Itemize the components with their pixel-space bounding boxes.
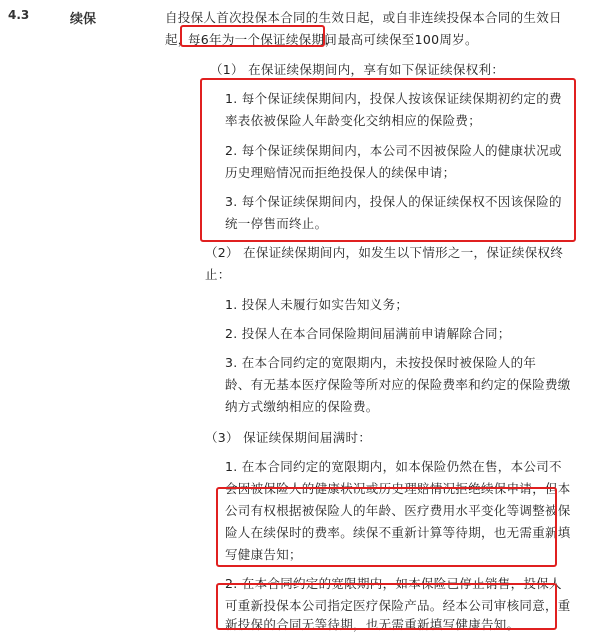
part2-item3-line3: 纳方式缴纳相应的保险费。 xyxy=(225,399,379,414)
part3-item1-line4: 险人在续保时的费率。续保不重新计算等待期，也无需重新填 xyxy=(225,525,571,540)
part1-heading: （1） 在保证续保期间内，享有如下保证续保权利： xyxy=(210,62,505,77)
part3-item1-line3: 公司有权根据被保险人的年龄、医疗费用水平变化等调整被保 xyxy=(225,503,571,518)
part3-item2-line1: 2. 在本合同约定的宽限期内，如本保险已停止销售，投保人 xyxy=(225,576,562,591)
part1-item3-line2: 统一停售而终止。 xyxy=(225,216,328,231)
highlight-box-rate-adjustment xyxy=(216,487,557,567)
intro-line-2a: 起， xyxy=(165,32,191,47)
part3-item1-line1: 1. 在本合同约定的宽限期内，如本保险仍然在售，本公司不 xyxy=(225,459,562,474)
intro-line-2b: ，最高可续保至100周岁。 xyxy=(325,32,478,47)
part2-heading-line1: （2） 在保证续保期间内，如发生以下情形之一，保证续保权终 xyxy=(205,245,564,260)
part2-item3-line2: 龄、有无基本医疗保险等所对应的保险费率和约定的保险费缴 xyxy=(225,377,571,392)
part1-item2-line1: 2. 每个保证续保期间内，本公司不因被保险人的健康状况或 xyxy=(225,143,562,158)
part1-item3-line1: 3. 每个保证续保期间内，投保人的保证续保权不因该保险的 xyxy=(225,194,562,209)
intro-highlight: 每6年为一个保证续保期间 xyxy=(188,32,338,47)
part1-item2-line2: 历史理赔情况而拒绝投保人的续保申请； xyxy=(225,165,456,180)
part3-item2-line2: 可重新投保本公司指定医疗保险产品。经本公司审核同意，重 xyxy=(225,598,571,613)
part1-item1-line2: 率表依被保险人年龄变化交纳相应的保险费； xyxy=(225,113,482,128)
intro-line-1: 自投保人首次投保本合同的生效日起，或自非连续投保本合同的生效日 xyxy=(165,10,562,25)
section-number: 4.3 xyxy=(8,8,30,22)
part1-item1-line1: 1. 每个保证续保期间内，投保人按该保证续保期初约定的费 xyxy=(225,91,562,106)
part2-item3-line1: 3. 在本合同约定的宽限期内，未按投保时被保险人的年 xyxy=(225,355,537,370)
part2-item1: 1. 投保人未履行如实告知义务； xyxy=(225,297,409,312)
highlight-box-reinsure xyxy=(216,583,557,630)
part2-heading-line2: 止： xyxy=(205,267,231,282)
part3-heading: （3） 保证续保期间届满时： xyxy=(205,430,372,445)
part2-item2: 2. 投保人在本合同保险期间届满前申请解除合同； xyxy=(225,326,511,341)
part3-item1-line5: 写健康告知； xyxy=(225,547,302,562)
part3-item2-line3: 新投保的合同无等待期，也无需重新填写健康告知。 xyxy=(225,617,520,632)
highlight-box-renewal-period xyxy=(180,25,325,47)
section-title: 续保 xyxy=(70,12,97,27)
part3-item1-line2: 会因被保险人的健康状况或历史理赔情况拒绝续保申请，但本 xyxy=(225,481,571,496)
